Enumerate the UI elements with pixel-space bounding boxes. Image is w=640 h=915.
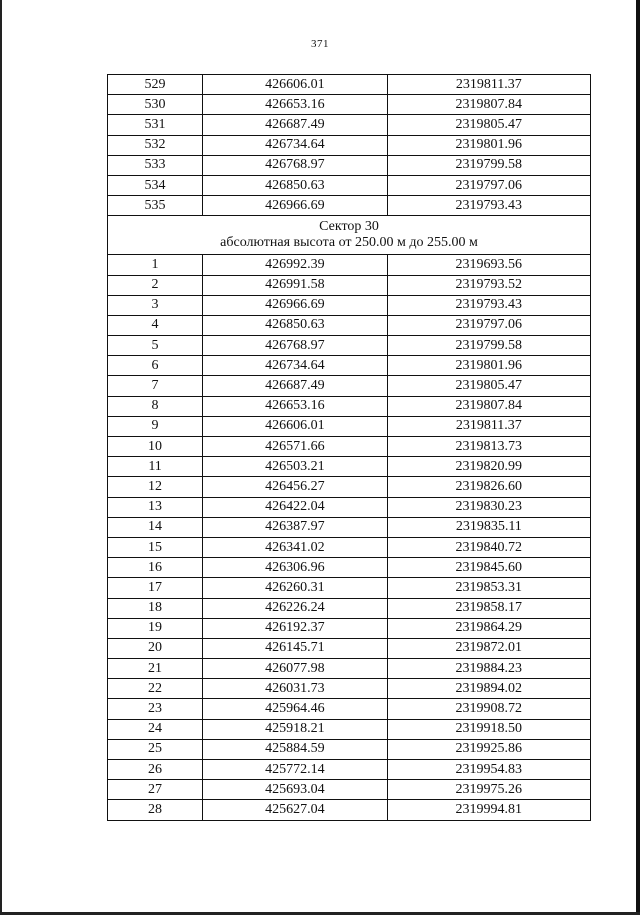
point-number-cell: 534 <box>108 175 203 195</box>
y-coordinate-cell: 2319793.52 <box>387 275 590 295</box>
y-coordinate-cell: 2319908.72 <box>387 699 590 719</box>
x-coordinate-cell: 426768.97 <box>203 336 388 356</box>
y-coordinate-cell: 2319918.50 <box>387 719 590 739</box>
y-coordinate-cell: 2319845.60 <box>387 558 590 578</box>
table-row <box>108 800 591 820</box>
point-number-cell: 25 <box>108 739 203 759</box>
table-row <box>108 95 591 115</box>
x-coordinate-cell: 426992.39 <box>203 255 388 275</box>
table-row <box>108 396 591 416</box>
table-row <box>108 275 591 295</box>
y-coordinate-cell: 2319975.26 <box>387 780 590 800</box>
table-row <box>108 477 591 497</box>
point-number-cell: 2 <box>108 275 203 295</box>
x-coordinate-cell: 426260.31 <box>203 578 388 598</box>
point-number-cell: 8 <box>108 396 203 416</box>
table-row <box>108 175 591 195</box>
point-number-cell: 18 <box>108 598 203 618</box>
point-number-cell: 532 <box>108 135 203 155</box>
y-coordinate-cell: 2319693.56 <box>387 255 590 275</box>
point-number-cell: 19 <box>108 618 203 638</box>
y-coordinate-cell: 2319830.23 <box>387 497 590 517</box>
y-coordinate-cell: 2319807.84 <box>387 95 590 115</box>
y-coordinate-cell: 2319811.37 <box>387 416 590 436</box>
table-row <box>108 115 591 135</box>
y-coordinate-cell: 2319994.81 <box>387 800 590 820</box>
x-coordinate-cell: 426226.24 <box>203 598 388 618</box>
y-coordinate-cell: 2319820.99 <box>387 457 590 477</box>
y-coordinate-cell: 2319793.43 <box>387 295 590 315</box>
table-row <box>108 537 591 557</box>
y-coordinate-cell: 2319799.58 <box>387 155 590 175</box>
x-coordinate-cell: 426687.49 <box>203 115 388 135</box>
point-number-cell: 10 <box>108 437 203 457</box>
y-coordinate-cell: 2319840.72 <box>387 537 590 557</box>
table-row <box>108 356 591 376</box>
x-coordinate-cell: 426341.02 <box>203 537 388 557</box>
y-coordinate-cell: 2319853.31 <box>387 578 590 598</box>
table-row <box>108 558 591 578</box>
table-row <box>108 416 591 436</box>
section-header-cell <box>108 216 591 255</box>
table-row <box>108 699 591 719</box>
y-coordinate-cell: 2319894.02 <box>387 679 590 699</box>
x-coordinate-cell: 426306.96 <box>203 558 388 578</box>
y-coordinate-cell: 2319835.11 <box>387 517 590 537</box>
x-coordinate-cell: 426387.97 <box>203 517 388 537</box>
y-coordinate-cell: 2319925.86 <box>387 739 590 759</box>
point-number-cell: 27 <box>108 780 203 800</box>
point-number-cell: 24 <box>108 719 203 739</box>
y-coordinate-cell: 2319801.96 <box>387 356 590 376</box>
table-row <box>108 135 591 155</box>
point-number-cell: 16 <box>108 558 203 578</box>
x-coordinate-cell: 426145.71 <box>203 638 388 658</box>
y-coordinate-cell: 2319797.06 <box>387 175 590 195</box>
y-coordinate-cell: 2319864.29 <box>387 618 590 638</box>
point-number-cell: 7 <box>108 376 203 396</box>
x-coordinate-cell: 426422.04 <box>203 497 388 517</box>
point-number-cell: 17 <box>108 578 203 598</box>
y-coordinate-cell: 2319954.83 <box>387 760 590 780</box>
point-number-cell: 28 <box>108 800 203 820</box>
table-row <box>108 376 591 396</box>
point-number-cell: 14 <box>108 517 203 537</box>
y-coordinate-cell: 2319801.96 <box>387 135 590 155</box>
x-coordinate-cell: 426606.01 <box>203 75 388 95</box>
y-coordinate-cell: 2319805.47 <box>387 376 590 396</box>
x-coordinate-cell: 425884.59 <box>203 739 388 759</box>
table-row <box>108 638 591 658</box>
x-coordinate-cell: 426192.37 <box>203 618 388 638</box>
point-number-cell: 3 <box>108 295 203 315</box>
x-coordinate-cell: 426850.63 <box>203 175 388 195</box>
y-coordinate-cell: 2319826.60 <box>387 477 590 497</box>
x-coordinate-cell: 426966.69 <box>203 196 388 216</box>
x-coordinate-cell: 426503.21 <box>203 457 388 477</box>
point-number-cell: 23 <box>108 699 203 719</box>
x-coordinate-cell: 426653.16 <box>203 95 388 115</box>
coordinates-table-top-rows <box>108 75 591 216</box>
point-number-cell: 13 <box>108 497 203 517</box>
x-coordinate-cell: 426077.98 <box>203 659 388 679</box>
point-number-cell: 15 <box>108 537 203 557</box>
scan-border-left <box>0 0 2 915</box>
coordinates-table <box>107 74 591 821</box>
point-number-cell: 4 <box>108 315 203 335</box>
point-number-cell: 5 <box>108 336 203 356</box>
table-row <box>108 517 591 537</box>
scan-border-right <box>636 0 640 915</box>
section-header-row <box>108 216 591 255</box>
x-coordinate-cell: 426606.01 <box>203 416 388 436</box>
table-row <box>108 196 591 216</box>
page-number: 371 <box>311 38 329 50</box>
section-title: Сектор 30 <box>319 219 379 235</box>
point-number-cell: 535 <box>108 196 203 216</box>
point-number-cell: 26 <box>108 760 203 780</box>
x-coordinate-cell: 426991.58 <box>203 275 388 295</box>
point-number-cell: 529 <box>108 75 203 95</box>
table-row <box>108 739 591 759</box>
x-coordinate-cell: 426850.63 <box>203 315 388 335</box>
table-row <box>108 457 591 477</box>
x-coordinate-cell: 426734.64 <box>203 135 388 155</box>
table-row <box>108 760 591 780</box>
y-coordinate-cell: 2319811.37 <box>387 75 590 95</box>
x-coordinate-cell: 425772.14 <box>203 760 388 780</box>
y-coordinate-cell: 2319872.01 <box>387 638 590 658</box>
table-row <box>108 659 591 679</box>
y-coordinate-cell: 2319799.58 <box>387 336 590 356</box>
section-header-group <box>108 216 591 255</box>
point-number-cell: 20 <box>108 638 203 658</box>
point-number-cell: 21 <box>108 659 203 679</box>
table-row <box>108 315 591 335</box>
x-coordinate-cell: 426768.97 <box>203 155 388 175</box>
y-coordinate-cell: 2319884.23 <box>387 659 590 679</box>
table-row <box>108 437 591 457</box>
x-coordinate-cell: 425627.04 <box>203 800 388 820</box>
table-row <box>108 598 591 618</box>
table-row <box>108 497 591 517</box>
point-number-cell: 9 <box>108 416 203 436</box>
table-row <box>108 719 591 739</box>
table-row <box>108 75 591 95</box>
x-coordinate-cell: 426653.16 <box>203 396 388 416</box>
point-number-cell: 22 <box>108 679 203 699</box>
x-coordinate-cell: 426966.69 <box>203 295 388 315</box>
y-coordinate-cell: 2319793.43 <box>387 196 590 216</box>
point-number-cell: 12 <box>108 477 203 497</box>
point-number-cell: 6 <box>108 356 203 376</box>
x-coordinate-cell: 425964.46 <box>203 699 388 719</box>
table-row <box>108 336 591 356</box>
y-coordinate-cell: 2319807.84 <box>387 396 590 416</box>
x-coordinate-cell: 426456.27 <box>203 477 388 497</box>
point-number-cell: 531 <box>108 115 203 135</box>
y-coordinate-cell: 2319858.17 <box>387 598 590 618</box>
table-row <box>108 255 591 275</box>
table-row <box>108 780 591 800</box>
x-coordinate-cell: 426031.73 <box>203 679 388 699</box>
section-subtitle: абсолютная высота от 250.00 м до 255.00 м <box>220 235 478 251</box>
point-number-cell: 11 <box>108 457 203 477</box>
point-number-cell: 533 <box>108 155 203 175</box>
table-row <box>108 295 591 315</box>
point-number-cell: 530 <box>108 95 203 115</box>
x-coordinate-cell: 426734.64 <box>203 356 388 376</box>
table-row <box>108 679 591 699</box>
x-coordinate-cell: 426687.49 <box>203 376 388 396</box>
table-row <box>108 578 591 598</box>
table-row <box>108 155 591 175</box>
y-coordinate-cell: 2319805.47 <box>387 115 590 135</box>
table-row <box>108 618 591 638</box>
x-coordinate-cell: 425918.21 <box>203 719 388 739</box>
x-coordinate-cell: 426571.66 <box>203 437 388 457</box>
coordinates-table-sector-rows <box>108 255 591 820</box>
y-coordinate-cell: 2319813.73 <box>387 437 590 457</box>
y-coordinate-cell: 2319797.06 <box>387 315 590 335</box>
point-number-cell: 1 <box>108 255 203 275</box>
x-coordinate-cell: 425693.04 <box>203 780 388 800</box>
